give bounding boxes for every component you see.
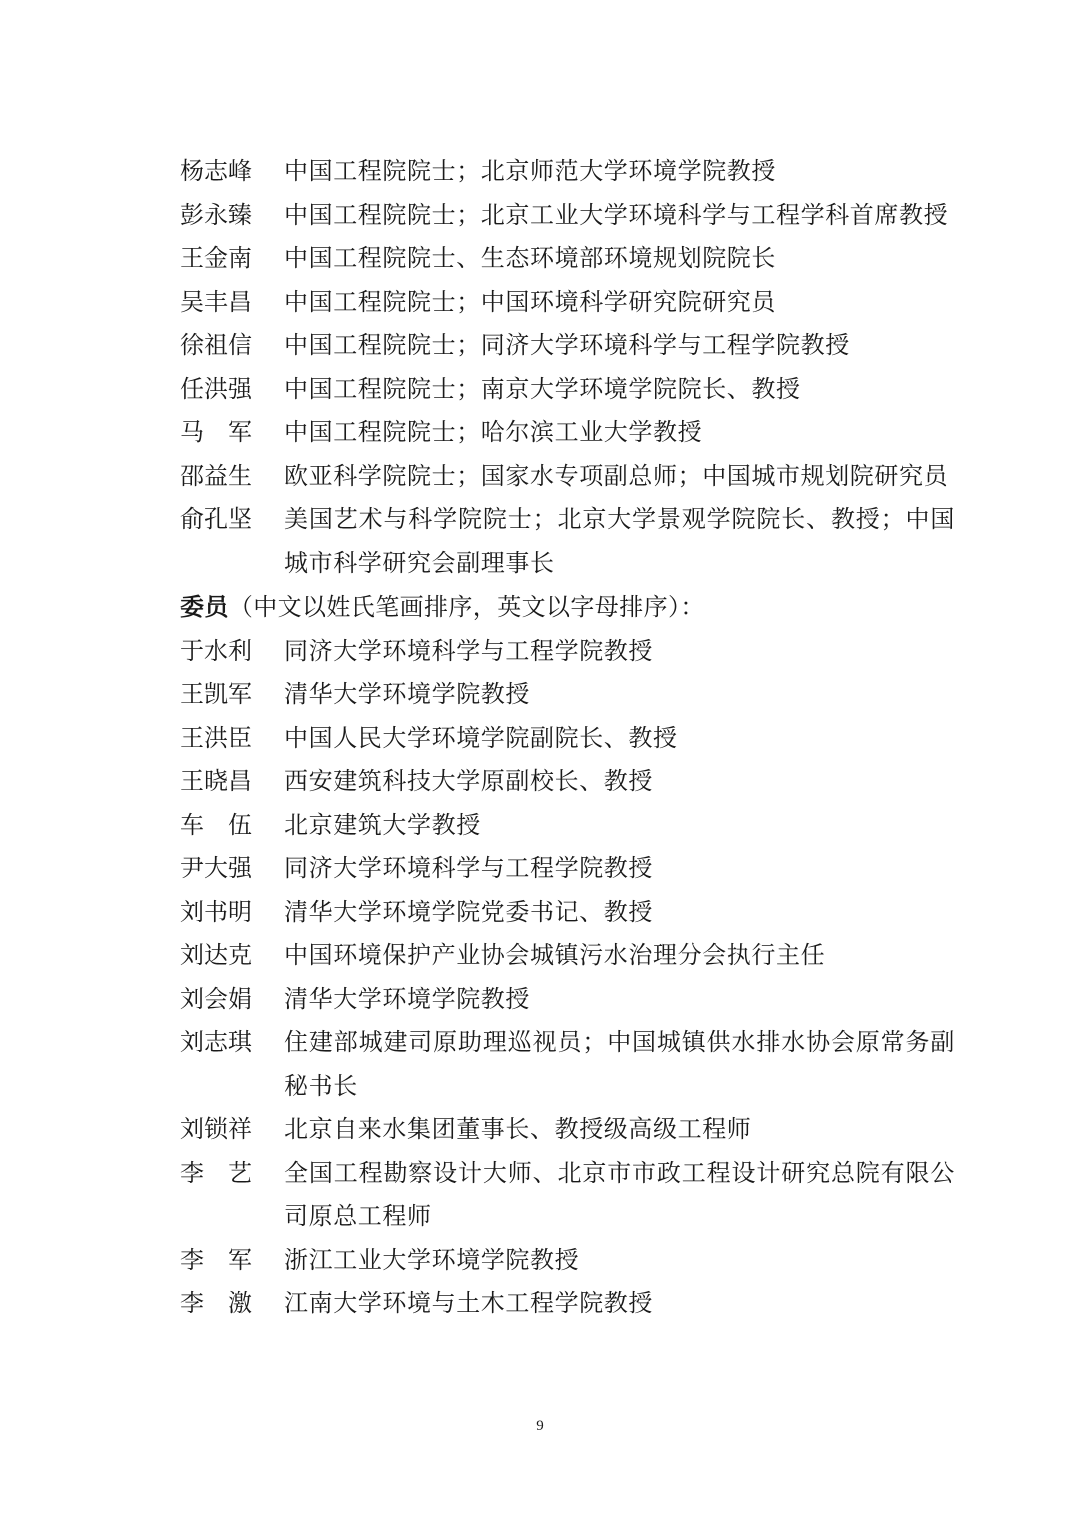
list-item <box>180 1021 955 1108</box>
member-description: 清华大学环境学院教授 <box>284 984 530 1013</box>
member-name: 刘志琪 <box>180 1028 252 1056</box>
member-name: 尹大强 <box>180 854 252 882</box>
list-item <box>180 455 955 499</box>
member-name: 刘达克 <box>180 941 252 969</box>
list-item <box>180 1282 955 1326</box>
member-name: 李 艺 <box>180 1158 252 1187</box>
member-name: 邵益生 <box>180 461 252 490</box>
member-description: 住建部城建司原助理巡视员；中国城镇供水排水协会原常务副秘书长 <box>284 1028 955 1100</box>
member-description: 江南大学环境与土木工程学院教授 <box>284 1289 653 1317</box>
member-name: 杨志峰 <box>180 157 252 185</box>
member-name: 王晓昌 <box>180 767 252 795</box>
member-name: 车 伍 <box>180 810 252 839</box>
member-name: 徐祖信 <box>180 331 252 359</box>
member-name: 俞孔坚 <box>180 505 252 533</box>
list-item <box>180 804 955 848</box>
list-item <box>180 934 955 978</box>
member-description: 同济大学环境科学与工程学院教授 <box>284 854 653 882</box>
member-name: 刘锁祥 <box>180 1115 252 1143</box>
list-item <box>180 891 955 935</box>
section-heading <box>180 585 955 630</box>
page-number: 9 <box>536 1418 544 1434</box>
list-item <box>180 1152 955 1239</box>
list-item <box>180 498 955 585</box>
list-item <box>180 673 955 717</box>
member-description: 中国工程院院士；北京工业大学环境科学与工程学科首席教授 <box>284 200 949 229</box>
member-name: 李 军 <box>180 1245 252 1274</box>
list-item <box>180 237 955 281</box>
committee-list <box>180 150 955 1326</box>
member-description: 西安建筑科技大学原副校长、教授 <box>284 767 653 795</box>
member-name: 王金南 <box>180 244 252 272</box>
member-description: 同济大学环境科学与工程学院教授 <box>284 636 653 665</box>
member-description: 中国工程院院士、生态环境部环境规划院院长 <box>284 244 776 272</box>
member-description: 浙江工业大学环境学院教授 <box>284 1245 580 1274</box>
member-name: 彭永臻 <box>180 200 252 229</box>
member-description: 北京建筑大学教授 <box>284 810 481 839</box>
member-description: 北京自来水集团董事长、教授级高级工程师 <box>284 1115 752 1143</box>
list-item <box>180 194 955 238</box>
list-item <box>180 150 955 194</box>
list-item <box>180 760 955 804</box>
member-name: 任洪强 <box>180 374 252 403</box>
list-item <box>180 978 955 1022</box>
member-description: 中国工程院院士；哈尔滨工业大学教授 <box>284 418 703 446</box>
list-item <box>180 630 955 674</box>
section-note: （中文以姓氏笔画排序，英文以字母排序）： <box>228 593 705 621</box>
member-description: 中国人民大学环境学院副院长、教授 <box>284 723 678 752</box>
member-description: 欧亚科学院院士；国家水专项副总师；中国城市规划院研究员 <box>284 461 949 490</box>
list-item <box>180 717 955 761</box>
member-name: 李 激 <box>180 1289 252 1317</box>
member-name: 王洪臣 <box>180 723 252 752</box>
list-item <box>180 368 955 412</box>
member-description: 清华大学环境学院党委书记、教授 <box>284 897 653 926</box>
member-name: 刘会娟 <box>180 984 252 1013</box>
list-item <box>180 324 955 368</box>
list-item <box>180 1239 955 1283</box>
member-name: 王凯军 <box>180 680 252 708</box>
member-description: 中国工程院院士；同济大学环境科学与工程学院教授 <box>284 331 850 359</box>
member-description: 中国工程院院士；中国环境科学研究院研究员 <box>284 287 776 316</box>
member-name: 马 军 <box>180 418 252 446</box>
member-name: 刘书明 <box>180 897 252 926</box>
member-description: 全国工程勘察设计大师、北京市市政工程设计研究总院有限公司原总工程师 <box>284 1158 955 1230</box>
member-name: 于水利 <box>180 636 252 665</box>
member-name: 吴丰昌 <box>180 287 252 316</box>
section-label: 委员 <box>180 592 229 621</box>
member-description: 中国工程院院士；南京大学环境学院院长、教授 <box>284 374 801 403</box>
list-item <box>180 411 955 455</box>
member-description: 中国工程院院士；北京师范大学环境学院教授 <box>284 157 776 185</box>
member-description: 清华大学环境学院教授 <box>284 680 530 708</box>
list-item <box>180 1108 955 1152</box>
member-description: 中国环境保护产业协会城镇污水治理分会执行主任 <box>284 941 826 969</box>
list-item <box>180 281 955 325</box>
list-item <box>180 847 955 891</box>
member-description: 美国艺术与科学院院士；北京大学景观学院院长、教授；中国城市科学研究会副理事长 <box>284 505 955 577</box>
